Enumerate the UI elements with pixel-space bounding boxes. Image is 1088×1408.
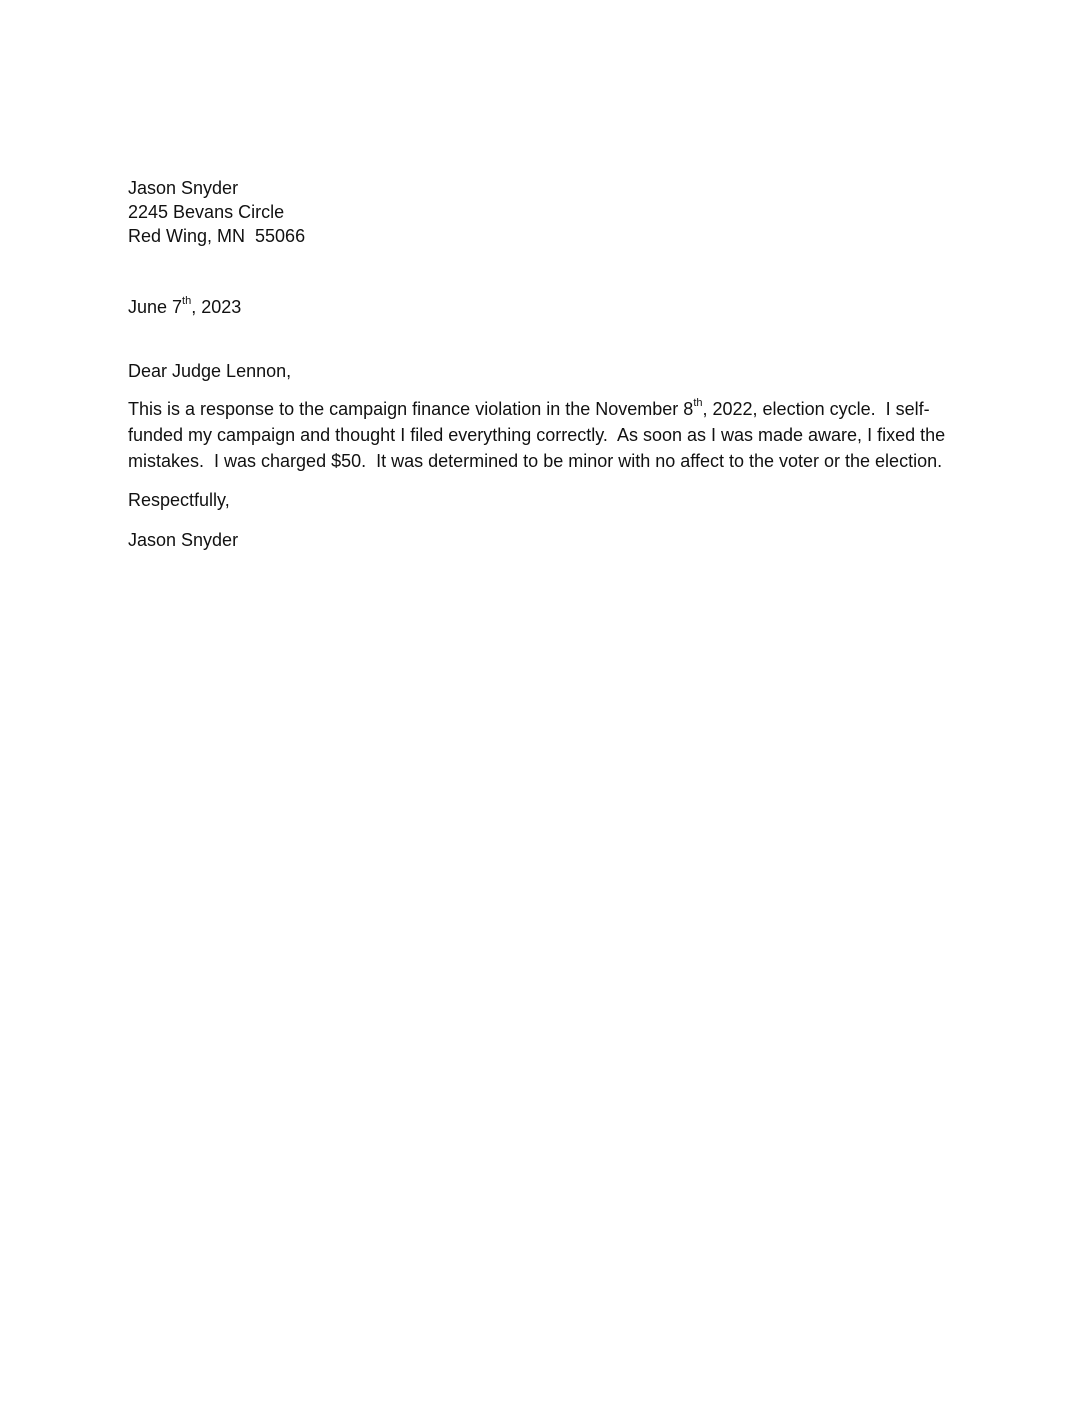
signature-name: Jason Snyder — [128, 530, 239, 550]
sender-name: Jason Snyder — [128, 178, 239, 198]
body-line-1-sup: th — [693, 397, 703, 409]
date-suffix: th — [182, 295, 192, 307]
body-line-3: mistakes. I was charged $50. It was determined to be minor with no affect to the voter or the election. — [128, 451, 943, 471]
body-line-2: funded my campaign and thought I filed everything correctly. As soon as I was made aware, I fixed the — [128, 425, 946, 445]
body-line-1-b: , 2022, election cycle. I self- — [702, 399, 930, 419]
letter-date — [128, 295, 968, 319]
body-line-1-a: This is a response to the campaign finance violation in the November 8 — [128, 399, 694, 419]
body-line-1 — [128, 396, 968, 422]
body-paragraph — [128, 396, 968, 474]
salutation: Dear Judge Lennon, — [128, 361, 292, 381]
sender-street: 2245 Bevans Circle — [128, 202, 285, 222]
letter-content — [128, 176, 968, 552]
sender-city-state-zip: Red Wing, MN 55066 — [128, 226, 306, 246]
date-prefix: June 7 — [128, 297, 183, 317]
sender-address — [128, 176, 968, 248]
closing: Respectfully, — [128, 490, 230, 510]
date-rest: , 2023 — [191, 297, 242, 317]
